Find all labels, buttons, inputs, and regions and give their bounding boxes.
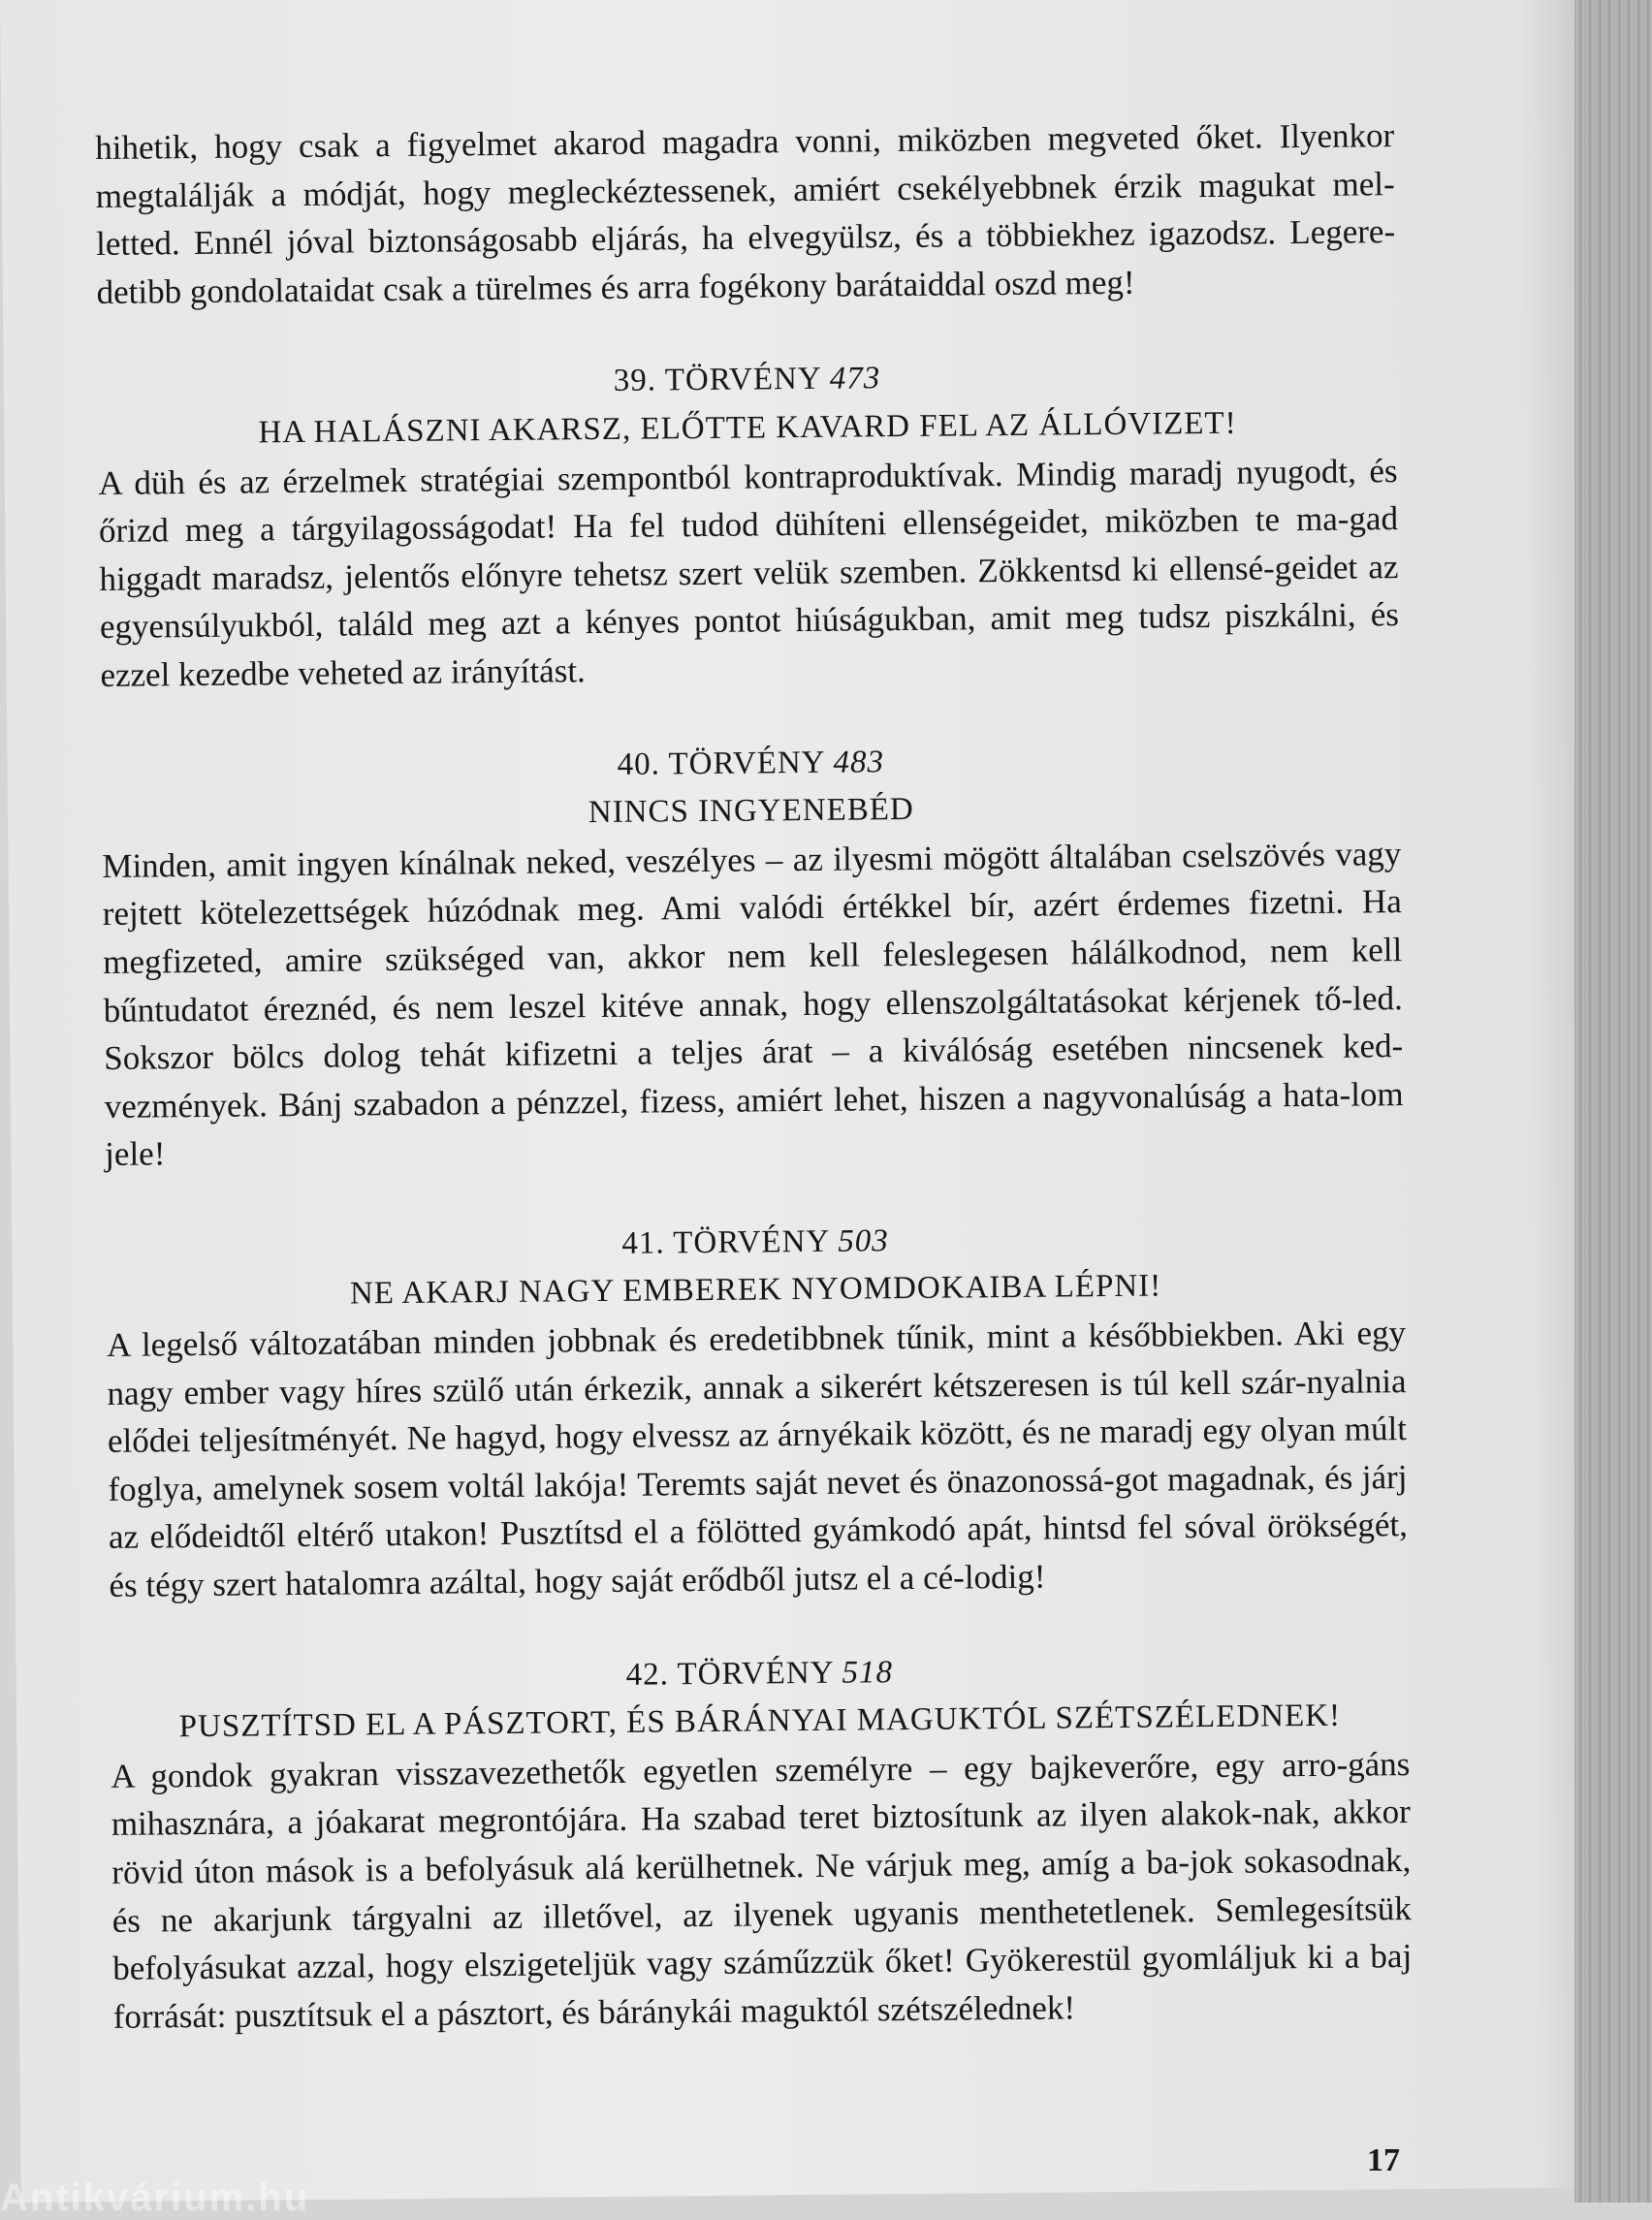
law-number: 40. TÖRVÉNY [617,745,825,782]
law-title: HA HALÁSZNI AKARSZ, ELŐTTE KAVARD FEL AZ ÁLLÓVIZET! [258,405,1237,451]
law-41 [106,1213,1409,1610]
law-number: 41. TÖRVÉNY [621,1223,830,1261]
law-body: A düh és az érzelmek stratégiai szempontból kontraproduktívak. Mindig maradj nyugodt, és őrizd meg a tárgyilagosságodat! Ha fel tudod dühíteni ellenségeidet, miközben te ma-gad higgadt maradsz, jelentős előnyre tehetsz szert velük szemben. Zökkentsd ki ellensé-geidet az egyensúlyukból, találd meg azt a kényes pontot hiúságukban, amit meg tudsz piszkálni, és ezzel kezedbe veheted az irányítást. [98,451,1400,694]
page-content [95,111,1413,2041]
law-number: 42. TÖRVÉNY [625,1655,834,1693]
law-title: NE AKARJ NAGY EMBEREK NYOMDOKAIBA LÉPNI! [349,1268,1162,1312]
law-page-ref: 473 [829,361,881,397]
law-39 [97,351,1399,700]
law-body: A gondok gyakran visszavezethetők egyetlen személyre – egy bajkeverőre, egy arro-gáns mihasznára, a jóakarat megrontójára. Ha szabad teret biztosítunk az ilyen alakok-nak, akkor rövid úton mások is a befolyásuk alá kerülhetnek. Ne várjuk meg, amíg a ba-jok sokasodnak, és ne akarjunk tárgyalni az illetővel, az ilyenek ugyanis menthetetlenek. Semlegesítsük befolyásukat azzal, hogy elszigeteljük vagy száműzzük őket! Gyökerestül gyomláljuk ki a baj forrását: pusztítsuk el a pásztort, és báránykái maguktól szétszélednek! [111,1744,1413,2036]
law-body: A legelső változatában minden jobbnak és eredetibbnek tűnik, mint a későbbiekben. Aki egy nagy ember vagy híres szülő után érkezik, annak a sikerért kétszeresen is túl kell szár-nyalnia elődei teljesítményét. Ne hagyd, hogy elvessz az árnyékaik között, és ne maradj egy olyan múlt foglya, amelynek sosem voltál lakója! Teremts saját nevet és önazonossá-got magadnak, és járj az elődeidtől eltérő utakon! Pusztítsd el a fölötted gyámkodó apát, hintsd fel sóval örökségét, és tégy szert hatalomra azáltal, hogy saját erődből jutsz el a cé-lodig! [106,1314,1409,1604]
intro-paragraph: hihetik, hogy csak a figyelmet akarod magadra vonni, miközben megveted őket. Ilyenkor megtalálják a módját, hogy megleckéztessenek, amiért csekélyebbnek érzik magukat mel-letted. Ennél jóval biztonságosabb eljárás, ha elvegyülsz, és a többiekhez igazodsz. Legere-detibb gondolataidat csak a türelmes és arra fogékony barátaiddal oszd meg! [95,116,1396,311]
law-body: Minden, amit ingyen kínálnak neked, veszélyes – az ilyesmi mögött általában cselszövés vagy rejtett kötelezettségek húzódnak meg. Ami valódi értékkel bír, azért érdemes fizetni. Ha megfizeted, amire szükséged van, akkor nem kell feleslegesen hálálkodnod, nem kell bűntudatot éreznéd, és nem leszel kitéve annak, hogy ellenszolgáltatásokat kérjenek tő-led. Sokszor bölcs dolog tehát kifizetni a teljes árat – a kiválóság esetében nincsenek ked-vezmények. Bánj szabadon a pénzzel, fizess, amiért lehet, hiszen a nagyvonalúság a hata-lom jele! [102,834,1404,1174]
page-number: 17 [1367,2142,1400,2178]
law-page-ref: 483 [833,744,885,780]
law-title: NINCS INGYENEBÉD [588,792,914,831]
law-title: PUSZTÍTSD EL A PÁSZTORT, ÉS BÁRÁNYAI MAGUKTÓL SZÉTSZÉLEDNEK! [178,1697,1342,1745]
law-42 [110,1644,1413,2042]
law-40 [101,734,1404,1179]
law-page-ref: 503 [838,1223,889,1259]
page-edge-stack [1574,0,1652,2203]
law-number: 39. TÖRVÉNY [613,362,821,399]
watermark: Antikvárium.hu [0,2176,310,2219]
law-page-ref: 518 [842,1654,894,1691]
